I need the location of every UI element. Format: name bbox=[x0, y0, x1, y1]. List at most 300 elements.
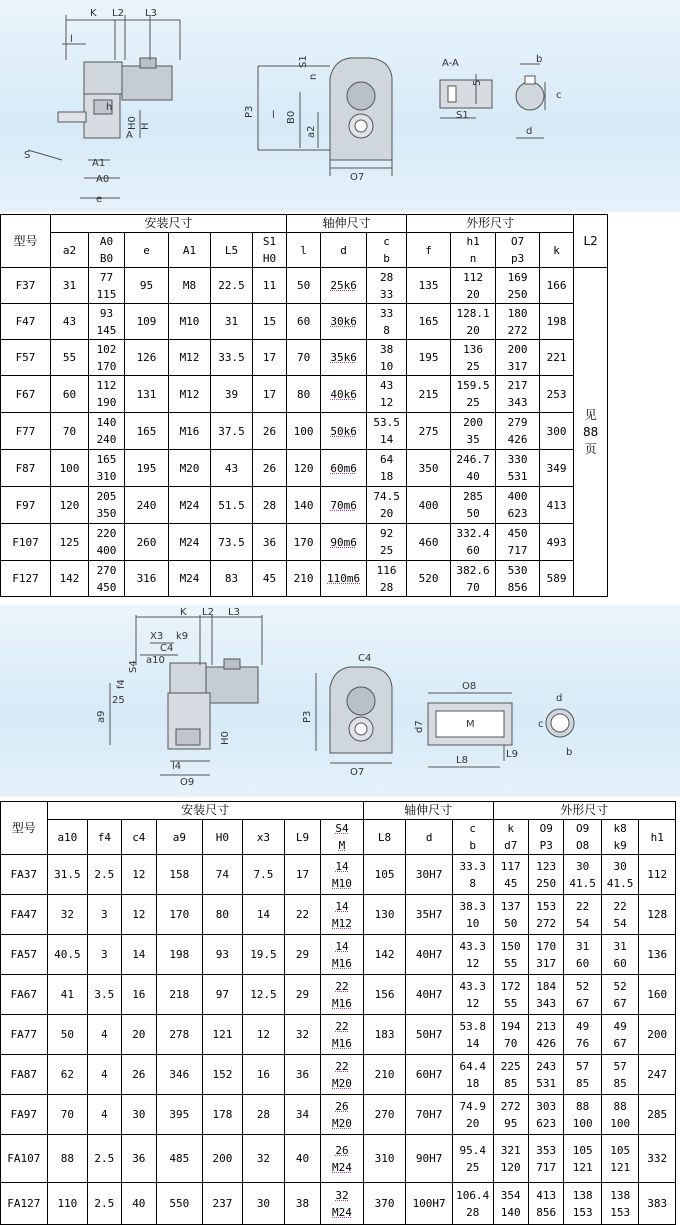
table-cell bbox=[367, 304, 407, 340]
cell-value: 121 bbox=[212, 1028, 233, 1041]
table-cell bbox=[639, 975, 676, 1015]
cell-value: 195 bbox=[136, 461, 157, 475]
table-cell bbox=[540, 304, 574, 340]
cell-value: 90m6 bbox=[330, 535, 357, 549]
model-label: F97 bbox=[15, 498, 36, 512]
table-cell bbox=[406, 975, 453, 1015]
table-cell bbox=[540, 487, 574, 524]
input-bore bbox=[347, 82, 375, 110]
table-cell bbox=[452, 935, 493, 975]
table-row bbox=[1, 1135, 676, 1183]
column-header bbox=[528, 820, 563, 855]
column-header-label: a9 bbox=[172, 830, 186, 844]
cell-value: 49 bbox=[576, 1019, 590, 1033]
cell-value: 493 bbox=[546, 535, 567, 549]
model-header-label: 型号 bbox=[13, 233, 38, 248]
table-cell bbox=[496, 340, 540, 376]
table-cell bbox=[367, 340, 407, 376]
model-label: F67 bbox=[15, 387, 36, 401]
model-label: FA77 bbox=[10, 1028, 38, 1041]
cell-value: 3 bbox=[101, 908, 108, 921]
cell-value: 589 bbox=[546, 572, 567, 585]
table-cell bbox=[406, 895, 453, 935]
cell-value: 426 bbox=[507, 433, 528, 446]
table-cell bbox=[253, 450, 287, 487]
model-label: FA97 bbox=[10, 1108, 38, 1121]
table-cell bbox=[564, 1135, 601, 1183]
table-cell bbox=[601, 855, 638, 895]
model-cell bbox=[1, 376, 51, 413]
column-header bbox=[321, 233, 367, 268]
fa-gearbox-body bbox=[170, 663, 206, 693]
table-cell bbox=[407, 304, 451, 340]
cell-value: 120 bbox=[293, 461, 314, 475]
cell-value: 531 bbox=[507, 470, 528, 483]
cell-value: 12 bbox=[379, 396, 394, 409]
table-cell bbox=[451, 487, 496, 524]
table-cell bbox=[528, 1015, 563, 1055]
cell-value: 70m6 bbox=[330, 498, 357, 512]
cell-value: 210 bbox=[293, 572, 314, 585]
cell-value: 717 bbox=[536, 1160, 557, 1174]
table-cell bbox=[51, 376, 89, 413]
cell-value: 38.3 bbox=[459, 899, 486, 913]
cell-value: 67 bbox=[613, 996, 627, 1010]
model-header bbox=[1, 802, 48, 855]
cell-value: 184 bbox=[536, 979, 557, 993]
table-cell bbox=[639, 895, 676, 935]
cell-value: 70 bbox=[62, 424, 77, 438]
cell-value: 74 bbox=[215, 868, 230, 881]
model-label: FA127 bbox=[7, 1197, 41, 1210]
table-cell bbox=[321, 1095, 364, 1135]
table-cell bbox=[287, 561, 321, 597]
fa-label-c4: C4 bbox=[160, 643, 174, 654]
table-cell bbox=[211, 487, 253, 524]
table-cell bbox=[528, 975, 563, 1015]
table-cell bbox=[169, 487, 211, 524]
table-row bbox=[1, 895, 676, 935]
cell-value: 36 bbox=[262, 535, 277, 549]
cell-value: 321 bbox=[500, 1143, 521, 1157]
table-cell bbox=[202, 855, 243, 895]
cell-value: 105 bbox=[374, 868, 395, 881]
cell-value: 142 bbox=[59, 572, 80, 585]
cell-value: 460 bbox=[418, 535, 439, 549]
model-cell bbox=[1, 487, 51, 524]
cell-value: M16 bbox=[179, 424, 200, 438]
fa-label-25: 25 bbox=[112, 695, 125, 706]
cell-value: 70 bbox=[466, 580, 480, 594]
table-cell bbox=[243, 855, 285, 895]
cell-value: 26 bbox=[132, 1068, 146, 1081]
column-header-label: L5 bbox=[224, 243, 239, 257]
cell-value: 20 bbox=[466, 1116, 480, 1130]
table-cell bbox=[211, 340, 253, 376]
table-cell bbox=[125, 524, 169, 561]
column-header-label: c4 bbox=[132, 830, 146, 844]
cell-value: 85 bbox=[576, 1076, 590, 1090]
l2-header-label: L2 bbox=[583, 233, 598, 248]
cell-value: 2.5 bbox=[94, 1197, 115, 1210]
table-cell bbox=[253, 487, 287, 524]
cell-value: 105 bbox=[572, 1143, 593, 1157]
table-cell bbox=[88, 1135, 121, 1183]
cell-value: 450 bbox=[507, 527, 528, 540]
table-cell bbox=[253, 340, 287, 376]
cell-value: 383 bbox=[647, 1197, 668, 1210]
column-header-label: e bbox=[143, 243, 150, 257]
group-header bbox=[407, 215, 574, 233]
table-cell bbox=[321, 413, 367, 450]
table-cell bbox=[121, 855, 156, 895]
table-cell bbox=[540, 376, 574, 413]
table-cell bbox=[88, 1183, 121, 1225]
cell-value: 93 bbox=[99, 306, 114, 320]
column-header bbox=[47, 820, 88, 855]
cell-value: 160 bbox=[647, 988, 668, 1001]
table-cell bbox=[639, 1135, 676, 1183]
fa-shaft-label-d7: d7 bbox=[414, 720, 425, 733]
column-header bbox=[452, 820, 493, 855]
label-shaft-d: d bbox=[526, 126, 533, 137]
cell-value: 12 bbox=[256, 1028, 271, 1041]
table-cell bbox=[284, 1183, 320, 1225]
table-cell bbox=[406, 1095, 453, 1135]
model-label: FA107 bbox=[7, 1152, 41, 1165]
table-cell bbox=[406, 1015, 453, 1055]
cell-value: M10 bbox=[179, 315, 200, 328]
cell-value: 166 bbox=[546, 279, 567, 292]
cell-value: 20 bbox=[379, 507, 394, 520]
cell-value: 218 bbox=[169, 988, 190, 1001]
cell-value: 210 bbox=[374, 1068, 395, 1081]
model-label: FA37 bbox=[10, 868, 38, 881]
table-cell bbox=[452, 895, 493, 935]
cell-value: 50 bbox=[466, 507, 480, 520]
cell-value: 194 bbox=[500, 1019, 521, 1033]
column-header-label: H0 bbox=[215, 830, 230, 844]
column-header-label: x3 bbox=[256, 830, 271, 844]
table-cell bbox=[407, 524, 451, 561]
table-cell bbox=[125, 413, 169, 450]
cell-value: 110 bbox=[57, 1197, 78, 1210]
cell-value: 332 bbox=[647, 1152, 668, 1165]
cell-value: 37.5 bbox=[218, 424, 245, 438]
table-row bbox=[1, 340, 608, 376]
cell-value: 350 bbox=[418, 461, 439, 475]
table-cell bbox=[88, 895, 121, 935]
cell-value: 856 bbox=[536, 1205, 557, 1219]
cell-value: 169 bbox=[507, 270, 528, 284]
table-cell bbox=[287, 450, 321, 487]
model-cell bbox=[1, 855, 48, 895]
label-p3: P3 bbox=[244, 105, 255, 118]
column-header-label: B0 bbox=[99, 252, 114, 265]
table-cell bbox=[601, 1135, 638, 1183]
table-cell bbox=[451, 340, 496, 376]
table-cell bbox=[253, 268, 287, 304]
cell-value: 240 bbox=[96, 433, 117, 446]
cell-value: 40k6 bbox=[330, 387, 357, 401]
label-a: A bbox=[126, 130, 133, 141]
cell-value: 272 bbox=[507, 323, 528, 337]
model-cell bbox=[1, 1095, 48, 1135]
label-h-upper: H bbox=[140, 122, 151, 130]
column-header-label: S1 bbox=[262, 235, 277, 248]
table-cell bbox=[528, 1183, 563, 1225]
table-cell bbox=[452, 1183, 493, 1225]
column-header bbox=[363, 820, 406, 855]
table-row bbox=[1, 413, 608, 450]
cell-value: M24 bbox=[179, 572, 200, 585]
column-header bbox=[202, 820, 243, 855]
cell-value: 395 bbox=[169, 1108, 190, 1121]
model-cell bbox=[1, 561, 51, 597]
l2-note-line: 见 bbox=[584, 407, 597, 422]
cell-value: 136 bbox=[463, 342, 484, 356]
cell-value: 17 bbox=[262, 351, 277, 364]
l2-note-line: 页 bbox=[584, 441, 597, 456]
table-row bbox=[1, 935, 676, 975]
cell-value: 32 bbox=[295, 1028, 310, 1041]
column-header bbox=[367, 233, 407, 268]
table-row bbox=[1, 1055, 676, 1095]
cell-value: 225 bbox=[500, 1059, 521, 1073]
column-header bbox=[89, 233, 125, 268]
table-cell bbox=[202, 1015, 243, 1055]
column-header-label: d7 bbox=[504, 839, 518, 852]
label-h: h bbox=[106, 102, 113, 113]
cell-value: 31.5 bbox=[54, 868, 81, 881]
fa-front-label-c4: C4 bbox=[358, 653, 372, 664]
cell-value: 140 bbox=[293, 498, 314, 512]
table-cell bbox=[493, 1055, 528, 1095]
table-cell bbox=[89, 561, 125, 597]
column-header-label: L8 bbox=[377, 830, 392, 844]
cell-value: 33.3 bbox=[459, 859, 486, 873]
column-header-label: A0 bbox=[99, 235, 114, 248]
model-cell bbox=[1, 413, 51, 450]
cell-value: 36 bbox=[295, 1068, 310, 1081]
fa-shaft-label-b: b bbox=[566, 747, 573, 758]
column-header-label: S4 bbox=[335, 822, 349, 835]
cell-value: 253 bbox=[546, 387, 567, 401]
table-cell bbox=[601, 1015, 638, 1055]
cell-value: 29 bbox=[295, 948, 310, 961]
table-cell bbox=[169, 268, 211, 304]
cell-value: 332.4 bbox=[456, 527, 490, 540]
cell-value: 22 bbox=[335, 1019, 349, 1033]
column-header bbox=[284, 820, 320, 855]
cell-value: 20 bbox=[466, 323, 480, 337]
table-cell bbox=[284, 855, 320, 895]
table-cell bbox=[51, 340, 89, 376]
table-cell bbox=[169, 376, 211, 413]
cell-value: 170 bbox=[293, 535, 314, 549]
cell-value: 57 bbox=[576, 1059, 590, 1073]
cell-value: 14 bbox=[335, 899, 349, 913]
cell-value: 135 bbox=[418, 279, 439, 292]
column-header bbox=[157, 820, 203, 855]
table-cell bbox=[125, 268, 169, 304]
table-cell bbox=[528, 1095, 563, 1135]
table-cell bbox=[496, 450, 540, 487]
cell-value: 33 bbox=[379, 287, 394, 301]
model-cell bbox=[1, 1015, 48, 1055]
table-cell bbox=[157, 895, 203, 935]
model-label: F47 bbox=[15, 315, 36, 328]
cell-value: M16 bbox=[332, 1036, 352, 1050]
cell-value: 136 bbox=[647, 948, 668, 961]
cell-value: 52 bbox=[576, 979, 590, 993]
cell-value: 382.6 bbox=[456, 563, 490, 577]
table-cell bbox=[493, 895, 528, 935]
model-header-label: 型号 bbox=[11, 820, 36, 835]
table-cell bbox=[639, 1095, 676, 1135]
column-header bbox=[406, 820, 453, 855]
table-cell bbox=[284, 975, 320, 1015]
column-header-label: d bbox=[340, 243, 347, 257]
table-cell bbox=[407, 376, 451, 413]
column-header bbox=[88, 820, 121, 855]
table-cell bbox=[243, 1183, 285, 1225]
table-row bbox=[1, 524, 608, 561]
cell-value: 43 bbox=[224, 461, 239, 475]
fa-label-s4: S4 bbox=[128, 660, 139, 673]
table-cell bbox=[169, 304, 211, 340]
table-cell bbox=[243, 1055, 285, 1095]
cell-value: 52 bbox=[613, 979, 627, 993]
table-cell bbox=[321, 1135, 364, 1183]
cell-value: 60 bbox=[62, 387, 77, 401]
cell-value: 76 bbox=[576, 1036, 590, 1050]
cell-value: 38 bbox=[379, 342, 394, 356]
cell-value: 106.4 bbox=[456, 1188, 490, 1202]
cell-value: 426 bbox=[536, 1036, 557, 1050]
cell-value: 205 bbox=[96, 490, 117, 503]
label-front-l: l bbox=[272, 110, 275, 121]
cell-value: M8 bbox=[182, 279, 197, 292]
cell-value: 120 bbox=[500, 1160, 521, 1174]
cell-value: 50H7 bbox=[415, 1028, 443, 1041]
table-cell bbox=[89, 340, 125, 376]
cell-value: 105 bbox=[610, 1143, 631, 1157]
table-cell bbox=[321, 376, 367, 413]
cell-value: 152 bbox=[212, 1068, 233, 1081]
cell-value: 22 bbox=[335, 979, 349, 993]
column-header-label: c bbox=[469, 822, 477, 835]
cell-value: 109 bbox=[136, 315, 157, 328]
table-cell bbox=[202, 935, 243, 975]
table-cell bbox=[202, 1135, 243, 1183]
table-cell bbox=[125, 340, 169, 376]
cell-value: 250 bbox=[507, 287, 528, 301]
fa-label-k9: k9 bbox=[176, 631, 189, 642]
table-cell bbox=[367, 413, 407, 450]
cell-value: 20 bbox=[466, 287, 480, 301]
cell-value: 198 bbox=[169, 948, 190, 961]
cell-value: 43.3 bbox=[459, 939, 486, 953]
cell-value: 4 bbox=[101, 1108, 108, 1121]
cell-value: 77 bbox=[99, 270, 114, 284]
model-label: F77 bbox=[15, 424, 36, 438]
cell-value: 55 bbox=[504, 996, 518, 1010]
table-cell bbox=[211, 413, 253, 450]
cell-value: 18 bbox=[379, 470, 394, 483]
model-cell bbox=[1, 895, 48, 935]
cell-value: 200 bbox=[212, 1152, 233, 1165]
fa-label-o9: O9 bbox=[180, 777, 195, 788]
table-cell bbox=[451, 561, 496, 597]
table-cell bbox=[47, 855, 88, 895]
table-cell bbox=[253, 524, 287, 561]
cell-value: 170 bbox=[536, 939, 557, 953]
cell-value: 26 bbox=[335, 1099, 349, 1113]
table-cell bbox=[639, 1055, 676, 1095]
cell-value: 14 bbox=[335, 939, 349, 953]
table-row bbox=[1, 268, 608, 304]
cell-value: 198 bbox=[546, 315, 567, 328]
table-cell bbox=[601, 895, 638, 935]
fa-front-label-p3: P3 bbox=[302, 710, 313, 723]
table-cell bbox=[540, 413, 574, 450]
cell-value: 285 bbox=[647, 1108, 668, 1121]
table-cell bbox=[253, 561, 287, 597]
cell-value: 29 bbox=[295, 988, 310, 1001]
table-cell bbox=[540, 561, 574, 597]
dimension-table-fa-series bbox=[0, 801, 676, 1225]
l2-note-cell bbox=[574, 268, 608, 597]
cell-value: 278 bbox=[169, 1028, 190, 1041]
cell-value: 97 bbox=[215, 988, 230, 1001]
table-cell bbox=[601, 935, 638, 975]
table-cell bbox=[363, 935, 406, 975]
cell-value: 22 bbox=[295, 908, 310, 921]
cell-value: 330 bbox=[507, 453, 528, 466]
table-cell bbox=[121, 1095, 156, 1135]
cell-value: 530 bbox=[507, 563, 528, 577]
cell-value: 12.5 bbox=[250, 988, 277, 1001]
cell-value: 165 bbox=[96, 453, 117, 466]
label-s1-front: S1 bbox=[298, 55, 309, 68]
table-cell bbox=[121, 1015, 156, 1055]
table-cell bbox=[363, 895, 406, 935]
label-a0: A0 bbox=[96, 174, 110, 185]
cell-value: 30k6 bbox=[330, 315, 357, 328]
table-cell bbox=[407, 340, 451, 376]
label-a1: A1 bbox=[92, 158, 106, 169]
cell-value: 74.5 bbox=[373, 490, 400, 503]
cell-value: 25 bbox=[466, 359, 480, 373]
table-cell bbox=[202, 1055, 243, 1095]
cell-value: 450 bbox=[96, 580, 117, 594]
cell-value: 30 bbox=[613, 859, 627, 873]
table-cell bbox=[121, 895, 156, 935]
table-cell bbox=[284, 1095, 320, 1135]
table-cell bbox=[88, 975, 121, 1015]
group-header bbox=[287, 215, 407, 233]
table-cell bbox=[321, 1055, 364, 1095]
cell-value: 100 bbox=[293, 424, 314, 438]
label-l3: L3 bbox=[145, 8, 157, 19]
header-group-row bbox=[1, 802, 676, 820]
cell-value: 100 bbox=[59, 461, 80, 475]
group-header-label: 外形尺寸 bbox=[560, 803, 609, 817]
cell-value: 45 bbox=[504, 876, 518, 890]
cell-value: 28 bbox=[466, 1205, 480, 1219]
cell-value: 120 bbox=[59, 498, 80, 512]
